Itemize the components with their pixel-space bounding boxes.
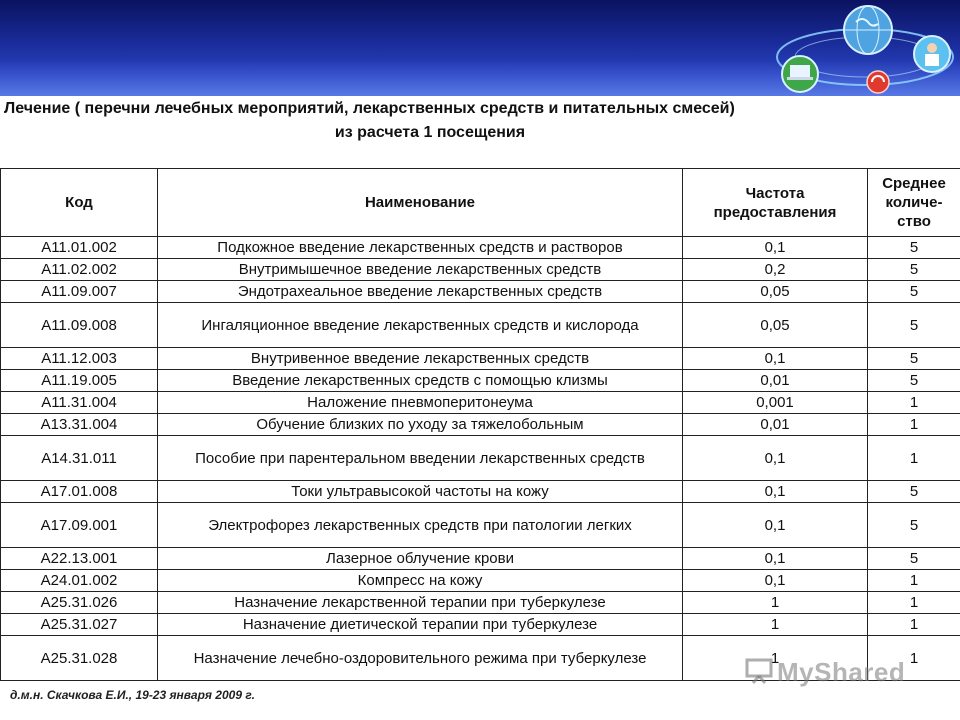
cell-quantity: 5	[868, 237, 960, 259]
cell-code: А13.31.004	[1, 414, 158, 436]
cell-code: А14.31.011	[1, 436, 158, 481]
cell-name: Токи ультравысокой частоты на кожу	[158, 481, 683, 503]
cell-frequency: 1	[683, 636, 868, 681]
table-row	[1, 348, 960, 370]
cell-name: Назначение диетической терапии при туберкулезе	[158, 614, 683, 636]
table-row	[1, 281, 960, 303]
cell-code: А24.01.002	[1, 570, 158, 592]
cell-frequency: 0,001	[683, 392, 868, 414]
cell-frequency: 0,1	[683, 436, 868, 481]
cell-name: Наложение пневмоперитонеума	[158, 392, 683, 414]
cell-name: Компресс на кожу	[158, 570, 683, 592]
cell-quantity: 1	[868, 636, 960, 681]
cell-code: А11.01.002	[1, 237, 158, 259]
cell-name: Электрофорез лекарственных средств при патологии легких	[158, 503, 683, 548]
cell-frequency: 0,2	[683, 259, 868, 281]
table-row	[1, 614, 960, 636]
globe-icon	[844, 6, 892, 54]
cell-quantity: 5	[868, 348, 960, 370]
phone-icon	[867, 71, 889, 93]
cell-name: Внутривенное введение лекарственных средств	[158, 348, 683, 370]
cell-code: А11.02.002	[1, 259, 158, 281]
orbit-graphic	[770, 2, 960, 94]
watermark-text: MyShared	[777, 657, 906, 687]
table-row	[1, 436, 960, 481]
watermark	[745, 657, 905, 691]
presentation-icon	[745, 658, 773, 691]
cell-name: Подкожное введение лекарственных средств и растворов	[158, 237, 683, 259]
cell-frequency: 1	[683, 592, 868, 614]
cell-quantity: 5	[868, 548, 960, 570]
cell-quantity: 5	[868, 503, 960, 548]
cell-name: Назначение лекарственной терапии при туберкулезе	[158, 592, 683, 614]
cell-frequency: 0,1	[683, 481, 868, 503]
cell-name: Внутримышечное введение лекарственных средств	[158, 259, 683, 281]
table-row	[1, 237, 960, 259]
cell-name: Пособие при парентеральном введении лекарственных средств	[158, 436, 683, 481]
cell-frequency: 0,1	[683, 548, 868, 570]
table-row	[1, 370, 960, 392]
cell-code: А25.31.028	[1, 636, 158, 681]
cell-frequency: 0,01	[683, 414, 868, 436]
cell-frequency: 0,01	[683, 370, 868, 392]
cell-frequency: 0,1	[683, 348, 868, 370]
cell-frequency: 0,1	[683, 570, 868, 592]
laptop-icon	[782, 56, 818, 92]
table-row	[1, 303, 960, 348]
column-header: Код	[1, 169, 158, 237]
cell-code: А22.13.001	[1, 548, 158, 570]
table-row	[1, 592, 960, 614]
cell-quantity: 1	[868, 592, 960, 614]
cell-name: Ингаляционное введение лекарственных средств и кислорода	[158, 303, 683, 348]
table-row	[1, 392, 960, 414]
cell-name: Лазерное облучение крови	[158, 548, 683, 570]
table-row	[1, 548, 960, 570]
cell-code: А11.31.004	[1, 392, 158, 414]
cell-name: Введение лекарственных средств с помощью клизмы	[158, 370, 683, 392]
cell-frequency: 0,1	[683, 503, 868, 548]
cell-name: Обучение близких по уходу за тяжелобольным	[158, 414, 683, 436]
cell-quantity: 5	[868, 481, 960, 503]
cell-frequency: 1	[683, 614, 868, 636]
page-subtitle: из расчета 1 посещения	[334, 124, 526, 141]
treatment-table	[0, 168, 960, 681]
header-banner	[0, 0, 960, 96]
table-row	[1, 570, 960, 592]
cell-frequency: 0,1	[683, 237, 868, 259]
doctor-icon	[914, 36, 950, 72]
cell-quantity: 5	[868, 259, 960, 281]
table-row	[1, 481, 960, 503]
table-header-row	[1, 169, 960, 237]
page-title: Лечение ( перечни лечебных мероприятий, лекарственных средств и питательных смесей)	[4, 100, 735, 117]
cell-code: А11.09.007	[1, 281, 158, 303]
cell-frequency: 0,05	[683, 303, 868, 348]
column-header: Среднее количе-ство	[868, 169, 960, 237]
table-row	[1, 503, 960, 548]
cell-quantity: 5	[868, 281, 960, 303]
cell-code: А17.09.001	[1, 503, 158, 548]
table-row	[1, 259, 960, 281]
cell-quantity: 1	[868, 436, 960, 481]
cell-name: Назначение лечебно-оздоровительного режима при туберкулезе	[158, 636, 683, 681]
column-header: Частота предоставления	[683, 169, 868, 237]
cell-code: А11.19.005	[1, 370, 158, 392]
cell-quantity: 1	[868, 614, 960, 636]
cell-code: А25.31.027	[1, 614, 158, 636]
cell-code: А25.31.026	[1, 592, 158, 614]
cell-quantity: 1	[868, 570, 960, 592]
table-row	[1, 414, 960, 436]
cell-quantity: 1	[868, 392, 960, 414]
column-header: Наименование	[158, 169, 683, 237]
cell-code: А17.01.008	[1, 481, 158, 503]
author-footer: д.м.н. Скачкова Е.И., 19-23 января 2009 г.	[10, 688, 255, 702]
cell-code: А11.12.003	[1, 348, 158, 370]
cell-code: А11.09.008	[1, 303, 158, 348]
cell-quantity: 5	[868, 303, 960, 348]
cell-quantity: 5	[868, 370, 960, 392]
cell-quantity: 1	[868, 414, 960, 436]
cell-name: Эндотрахеальное введение лекарственных средств	[158, 281, 683, 303]
cell-frequency: 0,05	[683, 281, 868, 303]
